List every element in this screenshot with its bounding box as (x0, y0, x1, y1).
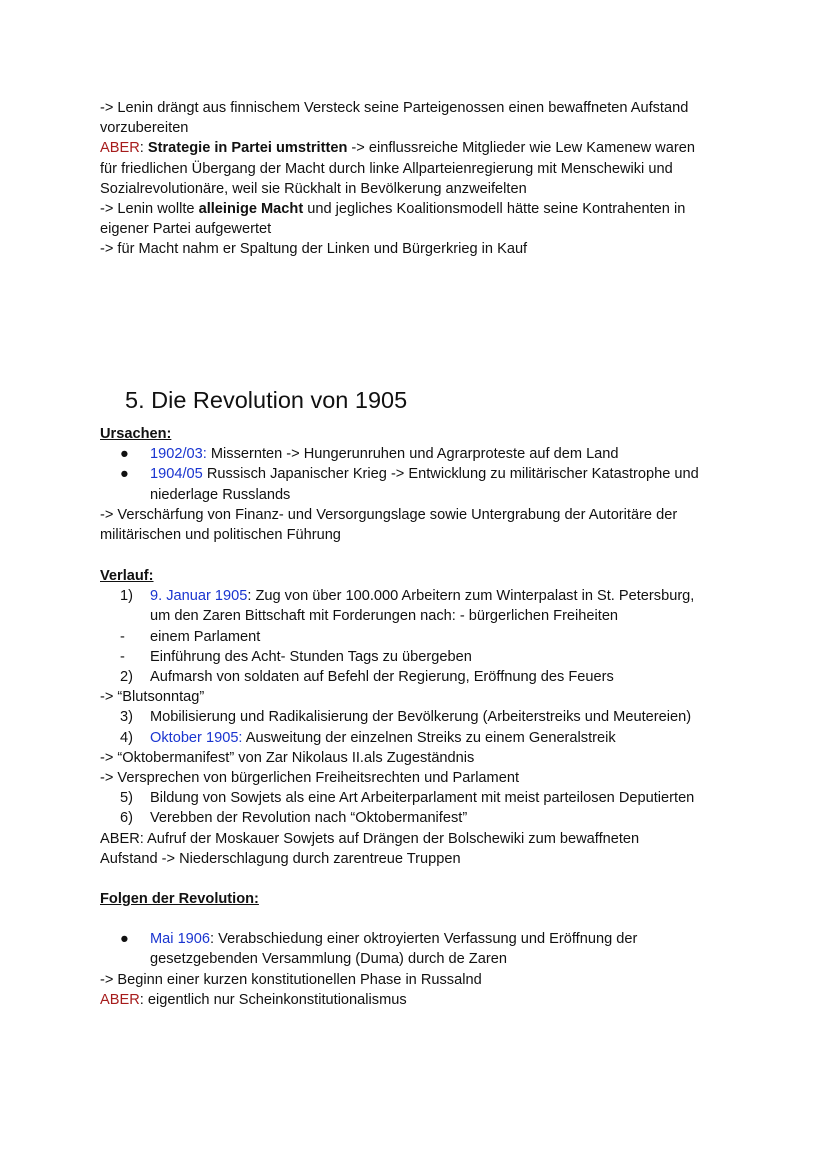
text: -> Lenin wollte (100, 201, 199, 218)
ursachen-section (100, 424, 740, 545)
item-number: 1) (120, 588, 133, 605)
item-number: 5) (120, 790, 133, 807)
text-line: -> Beginn einer kurzen konstitutionellen Phase in Russalnd (100, 971, 482, 988)
bold-text: Strategie in Partei umstritten (147, 140, 348, 157)
bullet-icon: ● (120, 931, 129, 948)
list-item (100, 627, 740, 647)
list-item (100, 586, 740, 606)
date: 1904/05 (150, 466, 203, 483)
folgen-section (100, 889, 740, 1010)
text: einem Parlament (150, 628, 261, 645)
verlauf-section (100, 566, 740, 869)
intro-section (100, 98, 740, 260)
subheading-folgen: Folgen der Revolution: (100, 891, 259, 907)
subheading-verlauf: Verlauf: (100, 568, 154, 584)
text: Aufmarsh von soldaten auf Befehl der Regierung, Eröffnung des Feuers (150, 669, 614, 686)
item-number: 2) (120, 669, 133, 686)
item-number: 4) (120, 729, 133, 746)
subheading-ursachen: Ursachen: (100, 426, 172, 442)
text-line (100, 199, 740, 219)
text-line: Aufstand -> Niederschlagung durch zarentreue Truppen (100, 850, 461, 867)
date: 1902/03: (150, 446, 207, 463)
text: -> einflussreiche Mitglieder wie Lew Kamenew waren (347, 140, 695, 157)
text-line: Sozialrevolutionäre, weil sie Rückhalt in Bevölkerung anzweifelten (100, 180, 527, 197)
list-item (100, 728, 740, 748)
text-line: ABER: Aufruf der Moskauer Sowjets auf Drängen der Bolschewiki zum bewaffneten (100, 830, 640, 847)
list-item (100, 788, 740, 808)
text: : (139, 140, 148, 157)
list-item (100, 929, 740, 949)
list-item-cont: gesetzgebenden Versammlung (Duma) durch de Zaren (150, 951, 507, 968)
item-number: 3) (120, 709, 133, 726)
bullet-icon: ● (120, 446, 129, 463)
text: Russisch Japanischer Krieg -> Entwicklung zu militärischer Katastrophe und (202, 466, 699, 483)
section-heading: 5. Die Revolution von 1905 (125, 387, 408, 413)
dash-marker: - (120, 628, 125, 645)
bullet-icon: ● (120, 466, 129, 483)
text-line: vorzubereiten (100, 120, 189, 137)
item-number: 6) (120, 810, 133, 827)
date: Mai 1906 (150, 931, 211, 948)
text: : Verabschiedung einer oktroyierten Verfassung und Eröffnung der (210, 931, 638, 948)
text: : eigentlich nur Scheinkonstitutionalismus (139, 991, 407, 1008)
list-item (100, 464, 740, 484)
list-item (100, 667, 740, 687)
text-line: -> “Oktobermanifest” von Zar Nikolaus II.als Zugeständnis (100, 749, 475, 766)
date: Oktober 1905: (150, 729, 243, 746)
text-line (100, 990, 740, 1010)
date: 9. Januar 1905 (150, 588, 248, 605)
list-item (100, 444, 740, 464)
text-line: -> “Blutsonntag” (100, 689, 205, 706)
aber-label: ABER (100, 991, 140, 1008)
list-item (100, 707, 740, 727)
text: : Zug von über 100.000 Arbeitern zum Winterpalast in St. Petersburg, (247, 588, 695, 605)
text: Mobilisierung und Radikalisierung der Bevölkerung (Arbeiterstreiks und Meutereien) (150, 709, 692, 726)
list-item (100, 647, 740, 667)
text: Missernten -> Hungerunruhen und Agrarproteste auf dem Land (206, 446, 619, 463)
dash-marker: - (120, 648, 125, 665)
list-item-cont: niederlage Russlands (150, 486, 291, 503)
text-line: für friedlichen Übergang der Macht durch linke Allparteienregierung mit Menschewiki und (100, 160, 673, 177)
text-line (100, 138, 740, 158)
text: Verebben der Revolution nach “Oktobermanifest” (150, 810, 468, 827)
text: und jegliches Koalitionsmodell hätte seine Kontrahenten in (303, 201, 686, 218)
text: Ausweitung der einzelnen Streiks zu einem Generalstreik (242, 729, 616, 746)
list-item-cont: um den Zaren Bittschaft mit Forderungen nach: - bürgerlichen Freiheiten (150, 608, 619, 625)
list-item (100, 808, 740, 828)
text: Bildung von Sowjets als eine Art Arbeiterparlament mit meist parteilosen Deputierten (150, 790, 695, 807)
text-line: militärischen und politischen Führung (100, 527, 341, 544)
text-line: -> für Macht nahm er Spaltung der Linken und Bürgerkrieg in Kauf (100, 241, 528, 258)
bold-text: alleinige Macht (198, 201, 304, 218)
text-line: -> Versprechen von bürgerlichen Freiheitsrechten und Parlament (100, 770, 519, 787)
text-line: -> Verschärfung von Finanz- und Versorgungslage sowie Untergrabung der Autoritäre der (100, 506, 678, 523)
aber-label: ABER (100, 140, 140, 157)
text-line: eigener Partei aufgewertet (100, 221, 272, 238)
text: Einführung des Acht- Stunden Tags zu übergeben (150, 648, 472, 665)
text-line: -> Lenin drängt aus finnischem Versteck seine Parteigenossen einen bewaffneten Aufstand (100, 100, 689, 116)
